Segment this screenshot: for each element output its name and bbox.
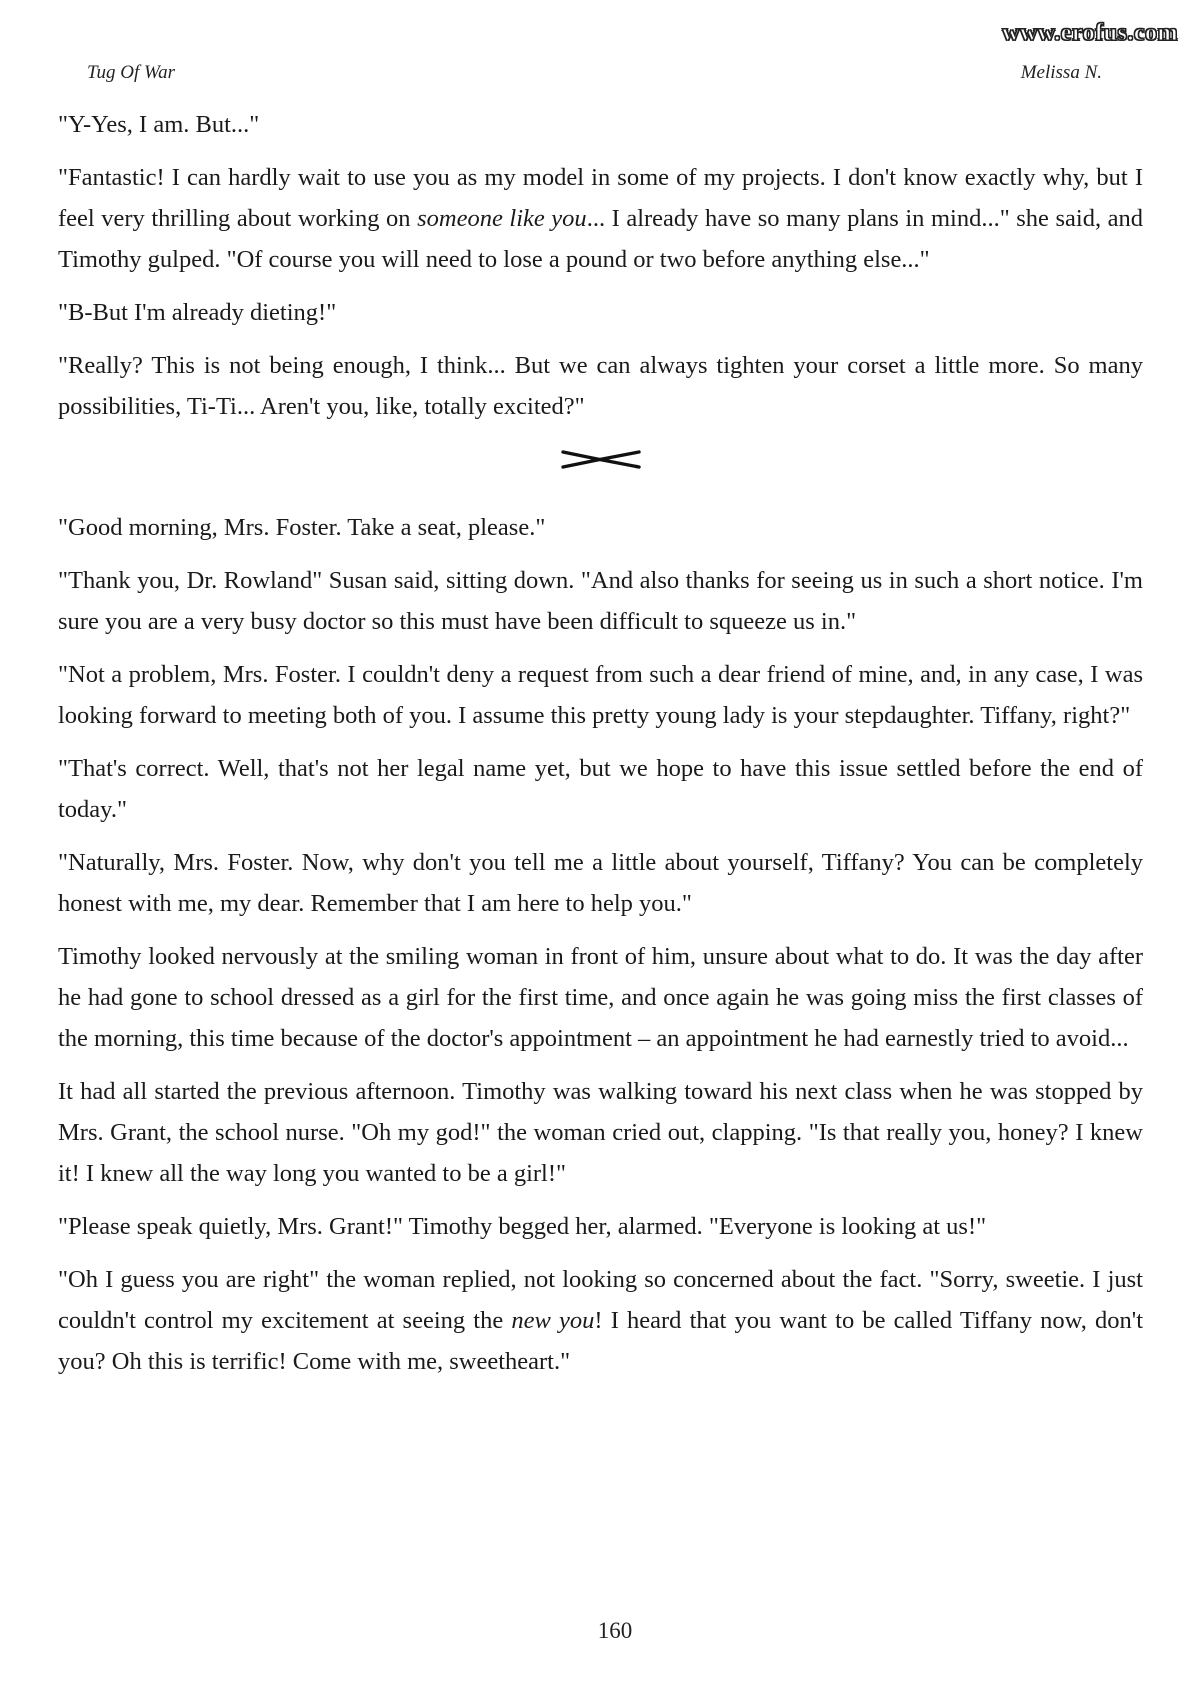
paragraph-text: "Not a problem, Mrs. Foster. I couldn't deny a request from such a dear friend of mine, and, in any case, I was looking forward to meeting both of you. I assume this pretty young lady is your stepdaughter. Tiffany, right?" (58, 661, 1143, 729)
paragraph-text: "Thank you, Dr. Rowland" Susan said, sitting down. "And also thanks for seeing us in such a short notice. I'm sure you are a very busy doctor so this must have been difficult to squeeze us in." (58, 567, 1143, 635)
paragraph-text: ! I heard that you want to be called Tiffany now, don't you? Oh this is terrific! Come with me, sweetheart." (58, 1307, 1143, 1375)
page-number: 160 (597, 1618, 633, 1643)
book-title: Tug Of War (87, 62, 175, 83)
paragraph (58, 157, 1143, 280)
paragraph-text: "Fantastic! I can hardly wait to use you as my model in some of my projects. I don't know exactly why, but I feel very thrilling about working on (58, 164, 1143, 232)
paragraph-text: ... I already have so many plans in mind..." she said, and Timothy gulped. "Of course you will need to lose a pound or two before anything else..." (58, 205, 1143, 273)
paragraph (58, 1206, 1143, 1247)
paragraph (58, 1259, 1143, 1382)
paragraph-text: It had all started the previous afternoon. Timothy was walking toward his next class when he was stopped by Mrs. Grant, the school nurse. "Oh my god!" the woman cried out, clapping. "Is that really you, honey? I knew it! I knew all the way long you wanted to be a girl!" (58, 1078, 1143, 1187)
paragraph-text: "Oh I guess you are right" the woman replied, not looking so concerned about the fact. "Sorry, sweetie. I just couldn't control my excitement at seeing the (58, 1266, 1143, 1334)
paragraph-text: Timothy looked nervously at the smiling woman in front of him, unsure about what to do. It was the day after he had gone to school dressed as a girl for the first time, and once again he was going miss the first classes of the morning, this time because of the doctor's appointment – an appointment he had earnestly tried to avoid... (58, 943, 1143, 1052)
scene-break-icon (561, 447, 641, 471)
paragraph-text: "Naturally, Mrs. Foster. Now, why don't you tell me a little about yourself, Tiffany? You can be completely honest with me, my dear. Remember that I am here to help you." (58, 849, 1143, 917)
paragraph (58, 748, 1143, 830)
paragraph-text: "Y-Yes, I am. But..." (58, 111, 260, 138)
emphasis-text: someone like you (417, 205, 587, 232)
paragraph (58, 292, 1143, 333)
paragraph-text: "Really? This is not being enough, I think... But we can always tighten your corset a little more. So many possibilities, Ti-Ti... Aren't you, like, totally excited?" (58, 352, 1143, 420)
paragraph (58, 345, 1143, 427)
paragraph-text: "B-But I'm already dieting!" (58, 299, 337, 326)
paragraph (58, 560, 1143, 642)
page-body (58, 104, 1143, 1394)
scene-break-ornament (58, 439, 1143, 487)
paragraph-text: "Please speak quietly, Mrs. Grant!" Timothy begged her, alarmed. "Everyone is looking at us!" (58, 1213, 987, 1240)
running-header (87, 62, 1102, 88)
emphasis-text: new you (511, 1307, 595, 1334)
site-watermark: www.erofus.com (1002, 20, 1178, 46)
paragraph (58, 507, 1143, 548)
paragraph (58, 1071, 1143, 1194)
paragraph (58, 104, 1143, 145)
paragraph (58, 654, 1143, 736)
paragraph-text: "That's correct. Well, that's not her legal name yet, but we hope to have this issue settled before the end of today." (58, 755, 1143, 823)
paragraph (58, 842, 1143, 924)
paragraph (58, 936, 1143, 1059)
author-name: Melissa N. (1020, 62, 1102, 83)
paragraph-text: "Good morning, Mrs. Foster. Take a seat, please." (58, 514, 546, 541)
